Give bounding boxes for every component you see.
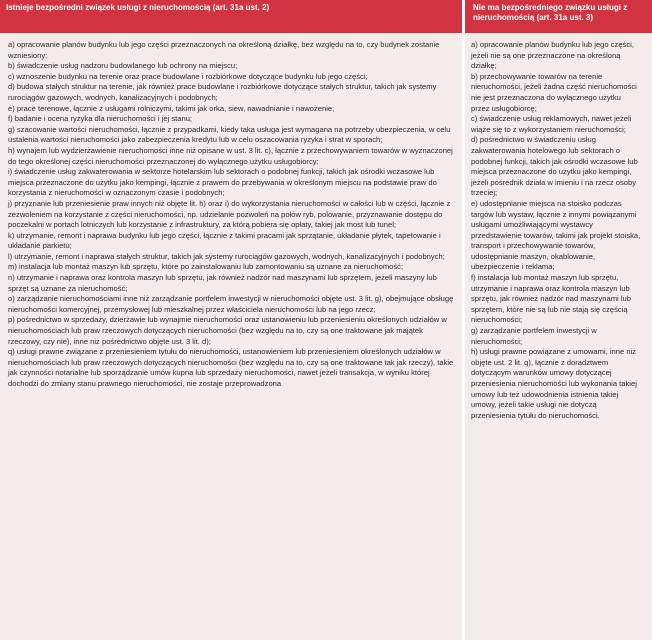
list-item: d) pośrednictwo w świadczeniu usług zakwaterowania hotelowego lub sektorach o podobnej funkcji, takich jak ośrodki wczasowe lub miejsca przeznaczone do użytku jako kempingi, jeżeli pośrednik działa w imieniu i na rzecz osoby trzeciej; (471, 135, 638, 198)
list-item: g) zarządzanie portfelem inwestycji w nieruchomości; (471, 326, 597, 346)
list-item: k) utrzymanie, remont i naprawa budynku lub jego części, łącznie z takimi pracami jak sprzątanie, układanie płytek, tapetowanie i układanie parkietu; (8, 230, 441, 251)
table-header (0, 0, 652, 33)
header-no-direct-link: Nie ma bezpośredniego związku usługi z nieruchomością (art. 31a ust. 3) (465, 0, 652, 33)
list-item: g) szacowanie wartości nieruchomości, łącznie z przypadkami, kiedy taka usługa jest wymagana na potrzeby ubezpieczenia, w celu ustalenia wartości nieruchomości jako zabezpieczenia kredytu lub w celu oszacowania ryzyka i strat w sporach; (8, 124, 451, 145)
list-item: q) usługi prawne związane z przeniesieniem tytułu do nieruchomości, ustanowieniem lub przeniesieniem określonych udziałów w nieruchomościach lub praw rzeczowych dotyczących nieruchomości (bez względu na to, czy są one traktowane tak jak rzeczy), takie jak czynności notarialne lub sporządzanie umów kupna lub sprzedaży nieruchomości, nawet jeżeli transakcja, w wyniku której dochodzi do zmiany stanu prawnego nieruchomości, nie zostaje przeprowadzona (8, 347, 454, 388)
list-item: f) instalacja lub montaż maszyn lub sprzętu, utrzymanie i naprawa oraz kontrola maszyn lub sprzętu, jak również nadzór nad maszynami lub sprzętem, które nie są lub nie stają się częścią nieruchomości; (471, 273, 631, 325)
left-column (6, 40, 458, 390)
list-item: i) świadczenie usług zakwaterowania w sektorze hotelarskim lub sektorach o podobnej funkcji, takich jak ośrodki wczasowe lub miejsca przeznaczone do użytku jako kempingi, łącznie z prawem do przebywania w określonym miejscu na podstawie praw do korzystania z nieruchomości w oznaczonym czasie i podobnych; (8, 167, 437, 198)
header-direct-link: Istnieje bezpośredni związek usługi z nieruchomością (art. 31a ust. 2) (0, 0, 462, 33)
list-item: e) udostępnianie miejsca na stoisko podczas targów lub wystaw, łącznie z innymi powiązanymi usługami umożliwiającymi wystawcy przedstawienie towarów, takimi jak projekt stoiska, transport i przechowywanie towarów, udostępnianie maszyn, okablowanie, ubezpieczenie i reklama; (471, 198, 641, 272)
list-item: h) wynajem lub wydzierżawienie nieruchomości inne niż opisane w ust. 3 lit. c), łącznie z przechowywaniem towarów w wyznaczonej do tego określonej części nieruchomości przeznaczonej do wyłącznego użytku usługobiorcy; (8, 145, 453, 166)
list-item: c) wznoszenie budynku na terenie oraz prace budowlane i rozbiórkowe dotyczące budynku lub jego części; (8, 71, 368, 81)
list-item: d) budowa stałych struktur na terenie, jak również prace budowlane i rozbiórkowe dotyczące stałych struktur, takich jak systemy rurociągów gazowych, wodnych, kanalizacyjnych i podobnych; (8, 82, 437, 102)
right-column (471, 40, 641, 421)
list-item: m) instalacja lub montaż maszyn lub sprzętu, które po zainstalowaniu lub zamontowaniu są uznane za nieruchomość; (8, 262, 404, 272)
list-item: a) opracowanie planów budynku lub jego części przeznaczonych na określoną działkę, bez względu na to, czy budynek zostanie wzniesiony; (8, 40, 440, 60)
list-item: h) usługi prawne powiązane z umowami, inne niż objęte ust. 2 lit. q), łącznie z doradztwem dotyczącym warunków umowy dotyczącej przeniesienia nieruchomości lub wykonania takiej umowy lub też udowodnienia istnienia takiej umowy, jeżeli takie usługi nie dotyczą przeniesienia tytułu do nieruchomości. (471, 347, 637, 420)
list-item: b) przechowywanie towarów na terenie nieruchomości, jeżeli żadna część nieruchomości nie jest przeznaczona do wyłącznego użytku przez usługobiorcę; (471, 71, 637, 113)
list-item: j) przyznanie lub przeniesienie praw innych niż objęte lit. h) oraz i) do wykorzystania nieruchomości w całości lub w części, łącznie z zezwoleniem na korzystanie z części nieruchomości, np. udzielanie pozwoleń na połów ryb, polowanie, przyznawanie dostępu do poczekalni w portach lotniczych lub korzystanie z infrastruktury, za którą pobiera się opłaty, takiej jak most lub tunel; (8, 198, 451, 230)
list-item: b) świadczenie usług nadzoru budowlanego lub ochrony na miejscu; (8, 61, 238, 71)
list-item: a) opracowanie planów budynku lub jego części, jeżeli nie są one przeznaczone na określoną działkę; (471, 40, 634, 71)
list-item: c) świadczenie usług reklamowych, nawet jeżeli wiąże się to z wykorzystaniem nieruchomości; (471, 114, 632, 134)
list-item: p) pośrednictwo w sprzedaży, dzierżawie lub wynajmie nieruchomości oraz ustanowieniu lub przeniesieniu określonych udziałów w nieruchomościach lub praw rzeczowych dotyczących nieruchomości (bez względu na to, czy są one traktowane jak majątek rzeczowy, czy nie), inne niż pośrednictwo objęte ust. 3 lit. d); (8, 315, 447, 346)
list-item: e) prace terenowe, łącznie z usługami rolniczymi, takimi jak orka, siew, nawadnianie i nawożenie; (8, 103, 335, 113)
list-item: o) zarządzanie nieruchomościami inne niż zarządzanie portfelem inwestycji w nieruchomości objęte ust. 3 lit. g), obejmujące obsługę nieruchomości komercyjnej, przemysłowej lub mieszkalnej przez właściciela nieruchomości lub na jego rzecz; (8, 294, 454, 314)
column-divider (462, 0, 465, 640)
list-item: f) badanie i ocena ryzyka dla nieruchomości i jej stanu; (8, 114, 193, 124)
list-item: n) utrzymanie i naprawa oraz kontrola maszyn lub sprzętu, jak również nadzór nad maszynami lub sprzętem, jeżeli maszyny lub sprzęt są uznane za nieruchomość; (8, 273, 437, 293)
list-item: l) utrzymanie, remont i naprawa stałych struktur, takich jak systemy rurociągów gazowych, wodnych, kanalizacyjnych i podobnych; (8, 251, 445, 261)
